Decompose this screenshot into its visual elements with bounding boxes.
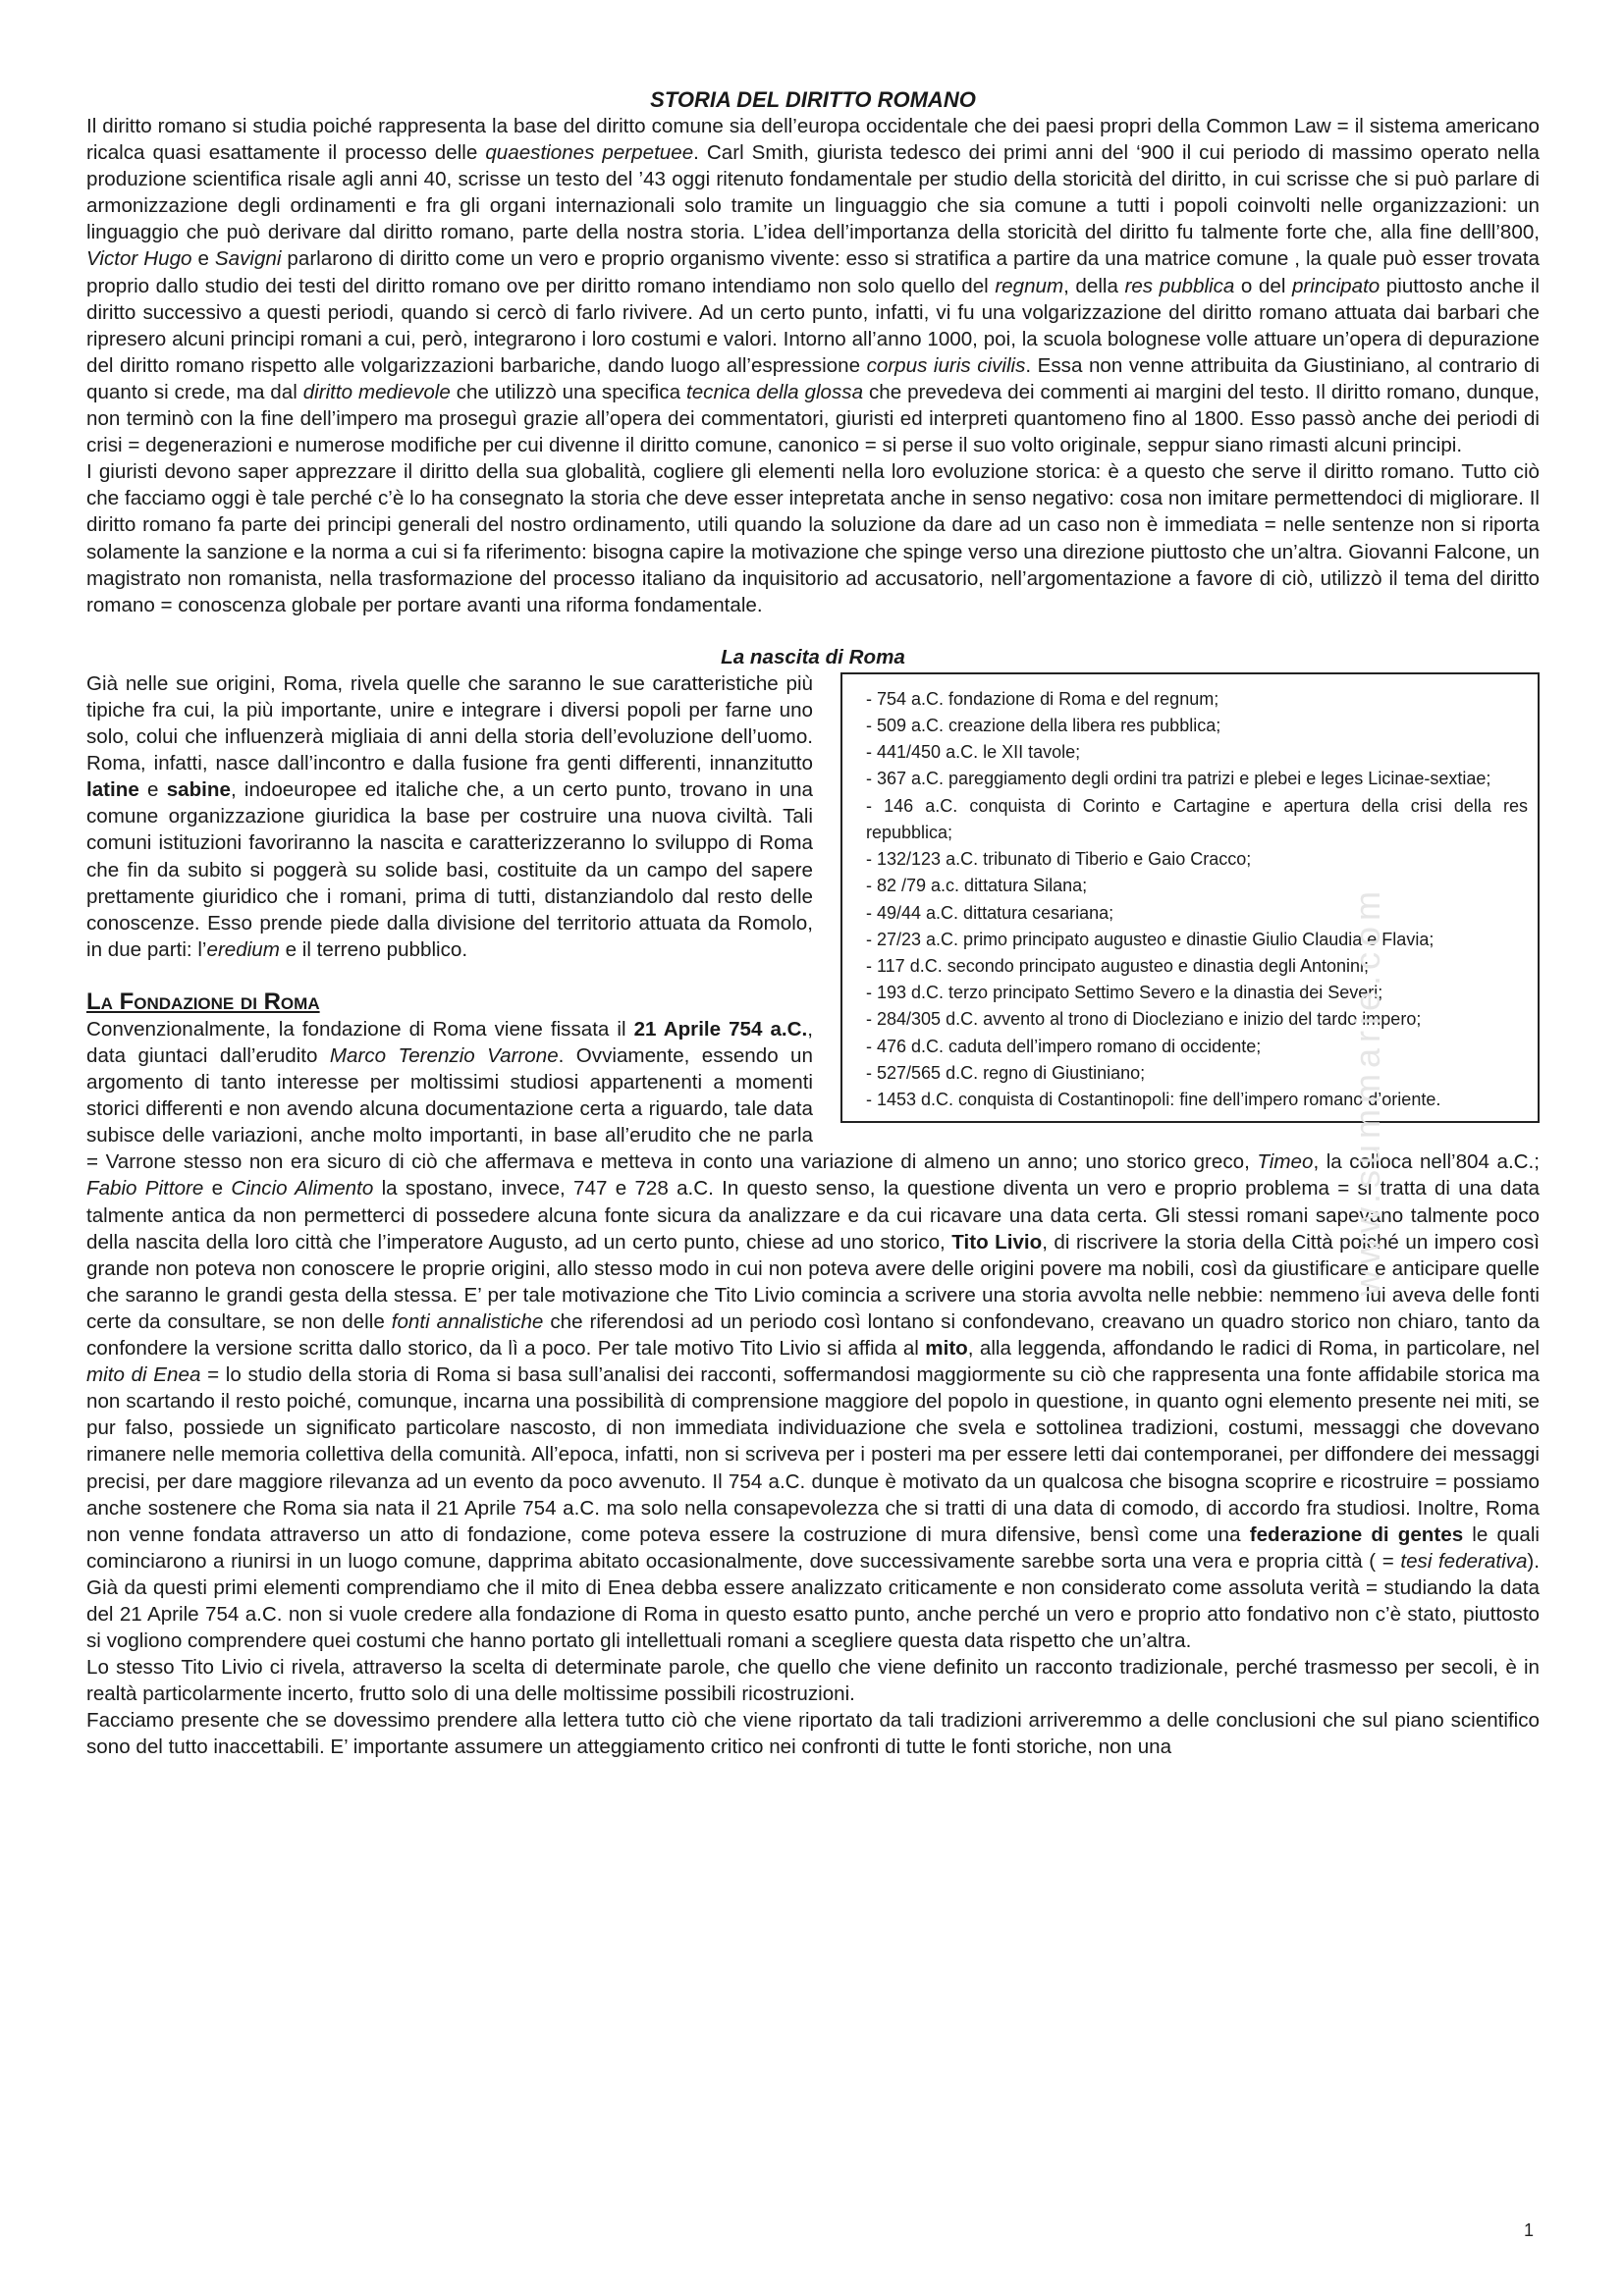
timeline-item: - 367 a.C. pareggiamento degli ordini tra patrizi e plebei e leges Licinae-sextiae;	[866, 766, 1528, 792]
timeline-box	[840, 672, 1540, 1123]
italic-text: res pubblica	[1124, 274, 1235, 297]
italic-text: Marco Terenzio Varrone	[329, 1044, 559, 1067]
timeline-item: - 146 a.C. conquista di Corinto e Cartagine e apertura della crisi della res repubblica;	[866, 793, 1528, 846]
text-run: che prevedeva dei commenti ai margini del testo. Il diritto romano, dunque, non terminò con la fine dell’impero ma proseguì grazie all’opera dei commentatori, giuristi ed interpreti quantomeno fino al 1800. Esso passò anche dei periodi di crisi = degenerazioni e numerose modifiche per cui divenne il diritto comune, canonico = si perse il suo volto originale, seppur siano rimasti alcuni principi.	[86, 380, 1541, 457]
page-title: STORIA DEL DIRITTO ROMANO	[650, 87, 976, 112]
timeline-item: - 754 a.C. fondazione di Roma e del regnum;	[866, 686, 1528, 713]
section-heading-fondazione: La Fondazione di Roma	[86, 988, 320, 1015]
text-run: le quali cominciarono a riunirsi in un luogo comune, dapprima abitato occasionalmente, dove successivamente sarebbe sorta una vera e propria città ( =	[86, 1522, 1540, 1573]
timeline-item: - 509 a.C. creazione della libera res pubblica;	[866, 713, 1528, 739]
text-run: la spostano, invece, 747 e 728 a.C. In questo senso, la questione diventa un vero e proprio problema = si tratta di una data talmente antica da non permetterci di possedere alcuna fonte sicura da analizzare e da cui ricavare una data certa. Gli stessi romani sapevano talmente poco della nascita della loro città che l’imperatore Augusto, ad un certo punto, chiese ad uno storico,	[86, 1177, 1540, 1254]
italic-text: principato	[1291, 274, 1380, 297]
italic-text: Savigni	[214, 247, 282, 271]
text-run: Già nelle sue origini, Roma, rivela quelle che saranno le sue caratteristiche più tipiche fra cui, la più importante, unire e integrare i diversi popoli per farne uno solo, colui che influenzerà migliaia di anni della storia dell’evoluzione dell’uomo. Roma, infatti, nasce dall’incontro e dalla fusione fra genti differenti, innanzitutto	[86, 671, 813, 775]
bold-text: sabine	[166, 778, 231, 802]
italic-text: quaestiones perpetuee	[485, 141, 694, 165]
bold-text: federazione di gentes	[1249, 1522, 1464, 1546]
watermark: www.summarie.com	[1347, 884, 1387, 1296]
timeline-list	[866, 686, 1528, 1113]
timeline-item: - 117 d.C. secondo principato augusteo e dinastia degli Antonini;	[866, 953, 1528, 980]
timeline-item: - 476 d.C. caduta dell’impero romano di occidente;	[866, 1034, 1528, 1060]
timeline-item: - 1453 d.C. conquista di Costantinopoli: fine dell’impero romano d’oriente.	[866, 1087, 1528, 1113]
timeline-item: - 441/450 a.C. le XII tavole;	[866, 739, 1528, 766]
text-run: I giuristi devono saper apprezzare il diritto della sua globalità, cogliere gli elementi nella loro evoluzione storica: è a questo che serve il diritto romano. Tutto ciò che facciamo oggi è tale perché c’è lo ha consegnato la storia che deve esser intepretata anche in senso negativo: cosa non imitare permettendoci di migliorare. Il diritto romano fa parte dei principi generali del nostro ordinamento, utili quando la soluzione da dare ad un caso non è immediata = nelle sentenze non si riporta solamente la sanzione e la norma a cui si fa riferimento: bisogna capire la motivazione che spinge verso una direzione piuttosto che un’altra. Giovanni Falcone, un magistrato non romanista, nella trasformazione del processo italiano da inquisitorio ad accusatorio, nell’argomentazione a favore di ciò, utilizzò il tema del diritto romano = conoscenza globale per portare avanti una riforma fondamentale.	[86, 460, 1540, 616]
timeline-item: - 27/23 a.C. primo principato augusteo e dinastie Giulio Claudia e Flavia;	[866, 927, 1528, 953]
text-run: . Ovviamente, essendo un argomento di tanto interesse per moltissimi studiosi appartenenti a momenti storici differenti e non avendo alcuna documentazione certa a riguardo, tale data subisce delle variazioni, anche molto importanti, in base all’erudito che ne parla = Varrone stesso non era sicuro di ciò che affermava e metteva in conto una variazione di almeno un anno; uno storico greco,	[86, 1044, 1258, 1174]
intro-section	[86, 113, 1540, 618]
italic-text: regnum	[995, 274, 1064, 297]
text-run: ). Già da questi primi elementi comprendiamo che il mito di Enea debba essere analizzato criticamente e non considerato come assoluta verità = studiando la data del 21 Aprile 754 a.C. non si vuole credere alla fondazione di Roma in questo esatto punto, anche perché un vero e proprio atto fondativo non c’è stato, piuttosto si vogliono comprendere quei costumi che hanno portato gli intellettuali romani a scegliere questa data rispetto che un’altra.	[86, 1549, 1540, 1653]
text-run: che riferendosi ad un periodo così lontano si confondevano, creavano un quadro storico non chiaro, tanto da confondere la versione scritta dallo storico, da lì a poco. Per tale motivo Tito Livio si affida al	[86, 1309, 1540, 1361]
timeline-item: - 527/565 d.C. regno di Giustiniano;	[866, 1060, 1528, 1087]
bold-text: Tito Livio	[951, 1230, 1043, 1254]
bold-text: 21 Aprile 754 a.C.	[633, 1017, 808, 1041]
italic-text: eredium	[206, 937, 280, 961]
text-run: , di riscrivere la storia della Città poiché un impero così grande non poteva non conoscere le proprie origini, allo stesso modo in cui non poteva avere delle origini povere ma nobili, così da giustificare e anticipare quelle che saranno le grandi gesta della stessa. E’ per tale motivazione che Tito Livio comincia a scrivere una storia avvolta nelle nebbie: nemmeno lui aveva delle fonti certe da consultare, se non delle	[86, 1230, 1540, 1333]
italic-text: mito di Enea	[86, 1363, 201, 1387]
italic-text: Cincio Alimento	[231, 1177, 374, 1201]
fondazione-paragraph-3	[86, 1707, 1540, 1760]
section-subtitle-nascita: La nascita di Roma	[721, 645, 905, 668]
text-run: Il diritto romano si studia poiché rappresenta la base del diritto comune sia dell’europa occidentale che dei paesi propri della Common Law = il sistema americano ricalca quasi esattamente il processo delle	[86, 115, 1540, 165]
text-run: . Carl Smith, giurista tedesco dei primi anni del ‘900 il cui periodo di massimo operato nella produzione scientifica risale agli anni 40, scrisse un testo del ’43 oggi ritenuto fondamentale per studio della storicità del diritto, in cui scrisse che si può parlare di armonizzazione degli ordinamenti e fra gli organi internazionali solo tramite un linguaggio che sia comune a tutti i popoli coinvolti nelle organizzazioni: un linguaggio che può derivare dal diritto romano, parte della nostra storia. L’idea dell’importanza della storicità del diritto fu talmente forte che, alla fine delll’800,	[86, 141, 1540, 244]
text-run: Convenzionalmente, la fondazione di Roma viene fissata il	[86, 1017, 634, 1041]
fondazione-paragraph-2	[86, 1654, 1540, 1707]
page-number: 1	[1523, 2220, 1534, 2240]
text-run: Lo stesso Tito Livio ci rivela, attraverso la scelta di determinate parole, che quello che viene definito un racconto tradizionale, perché trasmesso per secoli, è in realtà particolarmente incerto, frutto solo di una delle moltissime possibili ricostruzioni.	[86, 1656, 1540, 1706]
text-run: e	[203, 1177, 232, 1201]
text-run: , la colloca nell’804 a.C.;	[1313, 1150, 1540, 1174]
text-run: , data giuntaci dall’erudito	[86, 1017, 813, 1067]
italic-text: tecnica della glossa	[685, 380, 864, 403]
text-run: e	[138, 778, 167, 802]
italic-text: diritto medievole	[302, 380, 451, 403]
text-run: = lo studio della storia di Roma si basa sull’analisi dei racconti, soffermandosi maggiormente su ciò che rappresenta una fonte affidabile storica ma non scartando il resto poiché, comunque, incarna una possibilità di comprensione maggiore del popolo in questione, in quanto ogni elemento presente nei miti, se pur falso, possiede un significato particolare nascosto, di non immediata individuazione che svela e sottolinea tradizioni, costumi, messaggi che dovevano rimanere nelle memoria collettiva della comunità. All’epoca, infatti, non si scriveva per i posteri ma per essere letti dai contemporanei, per diffondere dei messaggi precisi, per dare maggiore rilevanza ad un evento da poco avvenuto. Il 754 a.C. dunque è motivato da un qualcosa che bisogna scoprire e ricostruire = possiamo anche sostenere che Roma sia nata il 21 Aprile 754 a.C. ma solo nella consapevolezza che si tratti di una data di comodo, di accordo fra studiosi. Inoltre, Roma non venne fondata attraverso un atto di fondazione, come poteva essere la costruzione di mura difensive, bensì come una	[86, 1363, 1540, 1546]
timeline-item: - 49/44 a.C. dittatura cesariana;	[866, 900, 1528, 927]
bold-text: mito	[925, 1337, 968, 1361]
timeline-item: - 82 /79 a.c. dittatura Silana;	[866, 873, 1528, 899]
text-run: . Essa non venne attribuita da Giustiniano, al contrario di quanto si crede, ma dal	[86, 353, 1540, 403]
intro-paragraph-1	[86, 113, 1540, 458]
timeline-item: - 132/123 a.C. tribunato di Tiberio e Gaio Cracco;	[866, 846, 1528, 873]
intro-paragraph-2	[86, 458, 1540, 618]
text-run: Facciamo presente che se dovessimo prendere alla lettera tutto ciò che viene riportato da tali tradizioni arriveremmo a delle conclusioni che sul piano scientifico sono del tutto inaccettabili. E’ importante assumere un atteggiamento critico nei confronti di tutte le fonti storiche, non una	[86, 1709, 1540, 1759]
italic-text: fonti annalistiche	[391, 1309, 544, 1333]
italic-text: tesi federativa	[1400, 1549, 1528, 1573]
text-run: , della	[1063, 274, 1125, 297]
italic-text: Timeo	[1257, 1150, 1314, 1174]
italic-text: Fabio Pittore	[86, 1177, 204, 1201]
italic-text: corpus iuris civilis	[866, 353, 1026, 377]
bold-text: latine	[86, 778, 139, 802]
text-run: , indoeuropee ed italiche che, a un certo punto, trovano in una comune organizzazione giuridica la base per costruire una nuova civiltà. Tali comuni istituzioni favoriranno la nascita e caratterizzeranno lo sviluppo di Roma che fin da subito si poggerà su solide basi, costituite da un campo del sapere prettamente giuridico che i romani, prima di tutti, distanziandolo dal resto delle conoscenze. Esso prende piede dalla divisione del territorio attuata da Romolo, in due parti: l’	[86, 778, 813, 961]
text-run: piuttosto anche il diritto successivo a questi periodi, quando si cercò di farlo rivivere. Ad un certo punto, infatti, vi fu una volgarizzazione del diritto romano attuata dai barbari che ripresero alcuni principi romani a cui, però, integrarono i loro costumi e valori. Intorno all’anno 1000, poi, la scuola bolognese volle attuare un’opera di depurazione del diritto romano rispetto alle volgarizzazioni barbariche, dando luogo all’espressione	[86, 274, 1541, 377]
timeline-item: - 193 d.C. terzo principato Settimo Severo e la dinastia dei Severi;	[866, 980, 1528, 1006]
document-page	[86, 86, 1540, 1761]
text-run: o del	[1234, 274, 1292, 297]
text-run: e	[191, 247, 215, 271]
timeline-item: - 284/305 d.C. avvento al trono di Diocleziano e inizio del tardo impero;	[866, 1006, 1528, 1033]
text-run: parlarono di diritto come un vero e proprio organismo vivente: esso si stratifica a partire da una matrice comune , la quale può esser trovata proprio dallo studio dei testi del diritto romano ove per diritto romano intendiamo non solo quello del	[86, 247, 1540, 297]
text-run: e il terreno pubblico.	[279, 937, 468, 961]
italic-text: Victor Hugo	[86, 247, 192, 271]
text-run: , alla leggenda, affondando le radici di Roma, in particolare, nel	[967, 1337, 1540, 1361]
text-run: che utilizzò una specifica	[450, 380, 686, 403]
